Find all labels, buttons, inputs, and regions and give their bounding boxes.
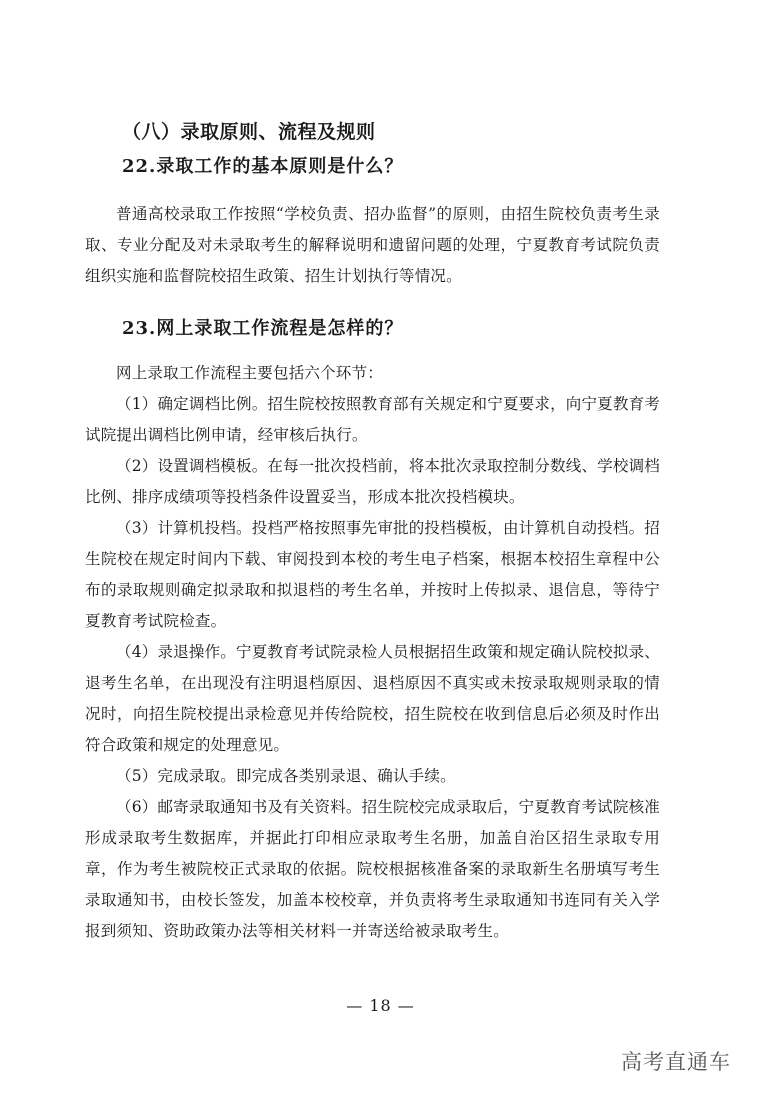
paragraph-intro: 网上录取工作流程主要包括六个环节： [116, 364, 383, 382]
answer-23-body [85, 358, 660, 947]
question-22-title: 22.录取工作的基本原则是什么？ [122, 156, 404, 177]
paragraph: 普通高校录取工作按照“学校负责、招办监督”的原则，由招生院校负责考生录取、专业分配及对未录取考生的解释说明和遗留问题的处理，宁夏教育考试院负责组织实施和监督院校招生政策、招生计划执行等情况。 [85, 205, 660, 285]
paragraph-step-1: （1）确定调档比例。招生院校按照教育部有关规定和宁夏要求，向宁夏教育考试院提出调档比例申请，经审核后执行。 [85, 395, 660, 444]
question-23-title: 23.网上录取工作流程是怎样的？ [122, 318, 404, 339]
paragraph-step-2: （2）设置调档模板。在每一批次投档前，将本批次录取控制分数线、学校调档比例、排序成绩项等投档条件设置妥当，形成本批次投档模块。 [85, 457, 660, 506]
section-title: （八）录取原则、流程及规则 [122, 121, 376, 143]
paragraph-step-4: （4）录退操作。宁夏教育考试院录检人员根据招生政策和规定确认院校拟录、退考生名单，在出现没有注明退档原因、退档原因不真实或未按录取规则录取的情况时，向招生院校提出录检意见并传给院校，招生院校在收到信息后必须及时作出符合政策和规定的处理意见。 [85, 643, 660, 754]
paragraph-step-6: （6）邮寄录取通知书及有关资料。招生院校完成录取后，宁夏教育考试院核准形成录取考生数据库，并据此打印相应录取考生名册，加盖自治区招生录取专用章，作为考生被院校正式录取的依据。院校根据核准备案的录取新生名册填写考生录取通知书，由校长签发，加盖本校校章，并负责将考生录取通知书连同有关入学报到须知、资助政策办法等相关材料一并寄送给被录取考生。 [85, 798, 660, 940]
page-number: — 18 — [346, 996, 415, 1015]
watermark: 高考直通车 [621, 1050, 731, 1074]
answer-22-body [85, 199, 660, 292]
paragraph-step-5: （5）完成录取。即完成各类别录退、确认手续。 [116, 767, 456, 785]
paragraph-step-3: （3）计算机投档。投档严格按照事先审批的投档模板，由计算机自动投档。招生院校在规定时间内下载、审阅投到本校的考生电子档案，根据本校招生章程中公布的录取规则确定拟录取和拟退档的考生名单，并按时上传拟录、退信息，等待宁夏教育考试院检查。 [85, 519, 660, 630]
